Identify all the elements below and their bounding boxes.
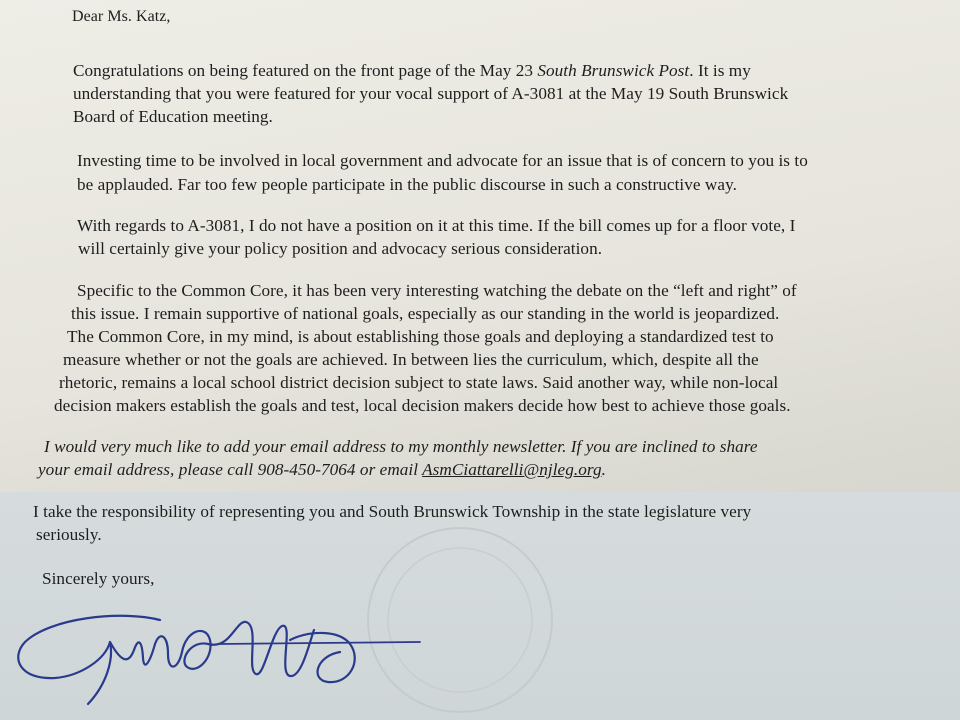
paragraph-3-line-1: With regards to A-3081, I do not have a position on it at this time. If the bill comes up for a floor vote, I xyxy=(77,216,796,235)
paragraph-1-line-3: Board of Education meeting. xyxy=(73,107,273,126)
handwritten-signature xyxy=(10,600,430,715)
p5-l2-text: your email address, please call 908-450-7064 or email xyxy=(38,460,423,479)
paragraph-1-line-2: understanding that you were featured for your vocal support of A-3081 at the May 19 South Brunswick xyxy=(73,84,789,103)
paragraph-4-line-1: Specific to the Common Core, it has been very interesting watching the debate on the “left and right” of xyxy=(77,281,797,300)
paragraph-4-line-2: this issue. I remain supportive of national goals, especially as our standing in the world is jeopardized. xyxy=(71,304,780,323)
paragraph-2-line-2: be applauded. Far too few people participate in the public discourse in such a constructive way. xyxy=(77,175,737,194)
paragraph-4-line-6: decision makers establish the goals and test, local decision makers decide how best to achieve those goals. xyxy=(54,396,791,415)
paragraph-4-line-3: The Common Core, in my mind, is about establishing those goals and deploying a standardized test to xyxy=(67,327,774,346)
paragraph-6-line-1: I take the responsibility of representing you and South Brunswick Township in the state legislature very xyxy=(33,502,752,521)
paragraph-3-line-2: will certainly give your policy position and advocacy serious consideration. xyxy=(78,239,603,258)
paragraph-1-line-1 xyxy=(73,61,751,81)
newspaper-name: South Brunswick Post xyxy=(537,61,690,80)
salutation: Dear Ms. Katz, xyxy=(72,8,171,25)
p5-l2-end: . xyxy=(601,460,606,479)
closing: Sincerely yours, xyxy=(42,569,155,588)
paragraph-4-line-4: measure whether or not the goals are achieved. In between lies the curriculum, which, despite all the xyxy=(63,350,759,369)
email-link[interactable]: AsmCiattarelli@njleg.org xyxy=(422,460,602,479)
paragraph-5-line-1: I would very much like to add your email address to my monthly newsletter. If you are inclined to share xyxy=(44,437,758,456)
paragraph-2-line-1: Investing time to be involved in local government and advocate for an issue that is of concern to you is to xyxy=(77,151,808,170)
paragraph-5-line-2 xyxy=(38,460,606,480)
p1-l1-end: . It is my xyxy=(689,61,751,80)
paragraph-6-line-2: seriously. xyxy=(36,525,102,544)
paragraph-4-line-5: rhetoric, remains a local school district decision subject to state laws. Said another way, while non-local xyxy=(59,373,779,392)
p1-l1-text: Congratulations on being featured on the front page of the May 23 xyxy=(73,61,538,80)
